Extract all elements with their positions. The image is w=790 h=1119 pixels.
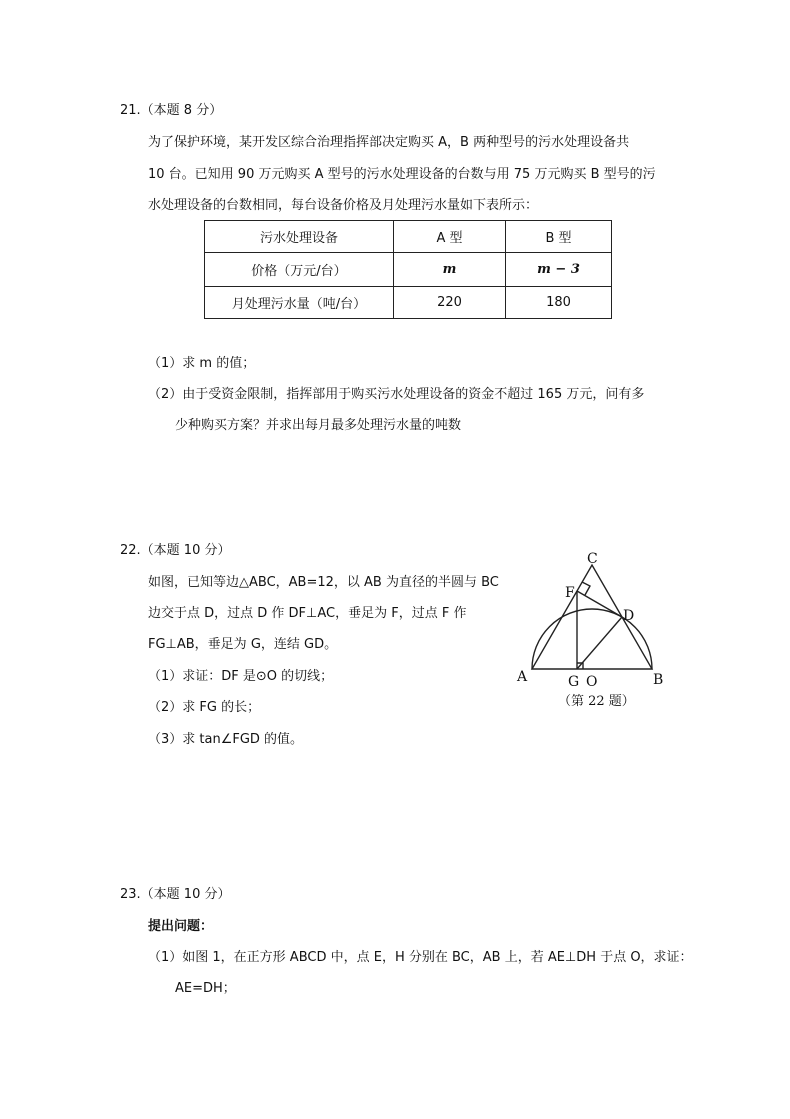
table-cell: 220 bbox=[394, 287, 506, 319]
q23-line-1: （1）如图 1，在正方形 ABCD 中，点 E，H 分别在 BC，AB 上，若 AE⊥DH 于点 O，求证： bbox=[148, 950, 693, 965]
q22-header: 22.（本题 10 分） bbox=[120, 543, 231, 558]
q21-line-1: 为了保护环境，某开发区综合治理指挥部决定购买 A，B 两种型号的污水处理设备共 bbox=[148, 135, 630, 150]
label-a: A bbox=[517, 669, 528, 685]
label-f: F bbox=[565, 585, 575, 601]
q21-line-3: 水处理设备的台数相同，每台设备价格及月处理污水量如下表所示： bbox=[148, 198, 539, 213]
table-row bbox=[205, 253, 612, 287]
figure-22 bbox=[508, 550, 698, 715]
q21-line-2: 10 台。已知用 90 万元购买 A 型号的污水处理设备的台数与用 75 万元购买 B 型号的污 bbox=[148, 167, 656, 182]
q22-sub-2: （2）求 FG 的长； bbox=[148, 700, 261, 715]
segment-gd bbox=[577, 617, 622, 669]
equipment-table bbox=[204, 220, 612, 319]
table-header-cell: A 型 bbox=[394, 221, 506, 253]
label-c: C bbox=[587, 551, 598, 567]
label-g: G bbox=[568, 674, 580, 690]
table-header-row bbox=[205, 221, 612, 253]
table-cell: 价格（万元/台） bbox=[205, 253, 394, 287]
right-angle-mark-f bbox=[582, 582, 590, 595]
q23-header: 23.（本题 10 分） bbox=[120, 887, 231, 902]
q21-sub-2-line-1: （2）由于受资金限制，指挥部用于购买污水处理设备的资金不超过 165 万元，问有多 bbox=[148, 387, 645, 402]
table-cell: 月处理污水量（吨/台） bbox=[205, 287, 394, 319]
q21-sub-1: （1）求 m 的值； bbox=[148, 356, 256, 371]
q22-sub-3: （3）求 tan∠FGD 的值。 bbox=[148, 732, 304, 747]
q23-line-2: AE=DH； bbox=[175, 981, 236, 996]
table-cell: 180 bbox=[506, 287, 612, 319]
q22-line-3: FG⊥AB，垂足为 G，连结 GD。 bbox=[148, 637, 338, 652]
label-b: B bbox=[653, 672, 664, 688]
q22-line-2: 边交于点 D，过点 D 作 DF⊥AC，垂足为 F，过点 F 作 bbox=[148, 606, 467, 621]
q22-sub-1: （1）求证：DF 是⊙O 的切线； bbox=[148, 669, 334, 684]
table-header-cell: B 型 bbox=[506, 221, 612, 253]
label-d: D bbox=[623, 608, 635, 624]
table-cell: m bbox=[394, 253, 506, 287]
q21-sub-2-line-2: 少种购买方案？并求出每月最多处理污水量的吨数 bbox=[175, 418, 462, 433]
q21-header: 21.（本题 8 分） bbox=[120, 103, 223, 118]
figure-caption: （第 22 题） bbox=[558, 694, 635, 709]
label-o: O bbox=[586, 674, 598, 690]
table-cell: m − 3 bbox=[506, 253, 612, 287]
q23-heading: 提出问题： bbox=[148, 919, 214, 934]
table-header-cell: 污水处理设备 bbox=[205, 221, 394, 253]
q22-line-1: 如图，已知等边△ABC，AB=12，以 AB 为直径的半圆与 BC bbox=[148, 575, 499, 590]
table-row bbox=[205, 287, 612, 319]
